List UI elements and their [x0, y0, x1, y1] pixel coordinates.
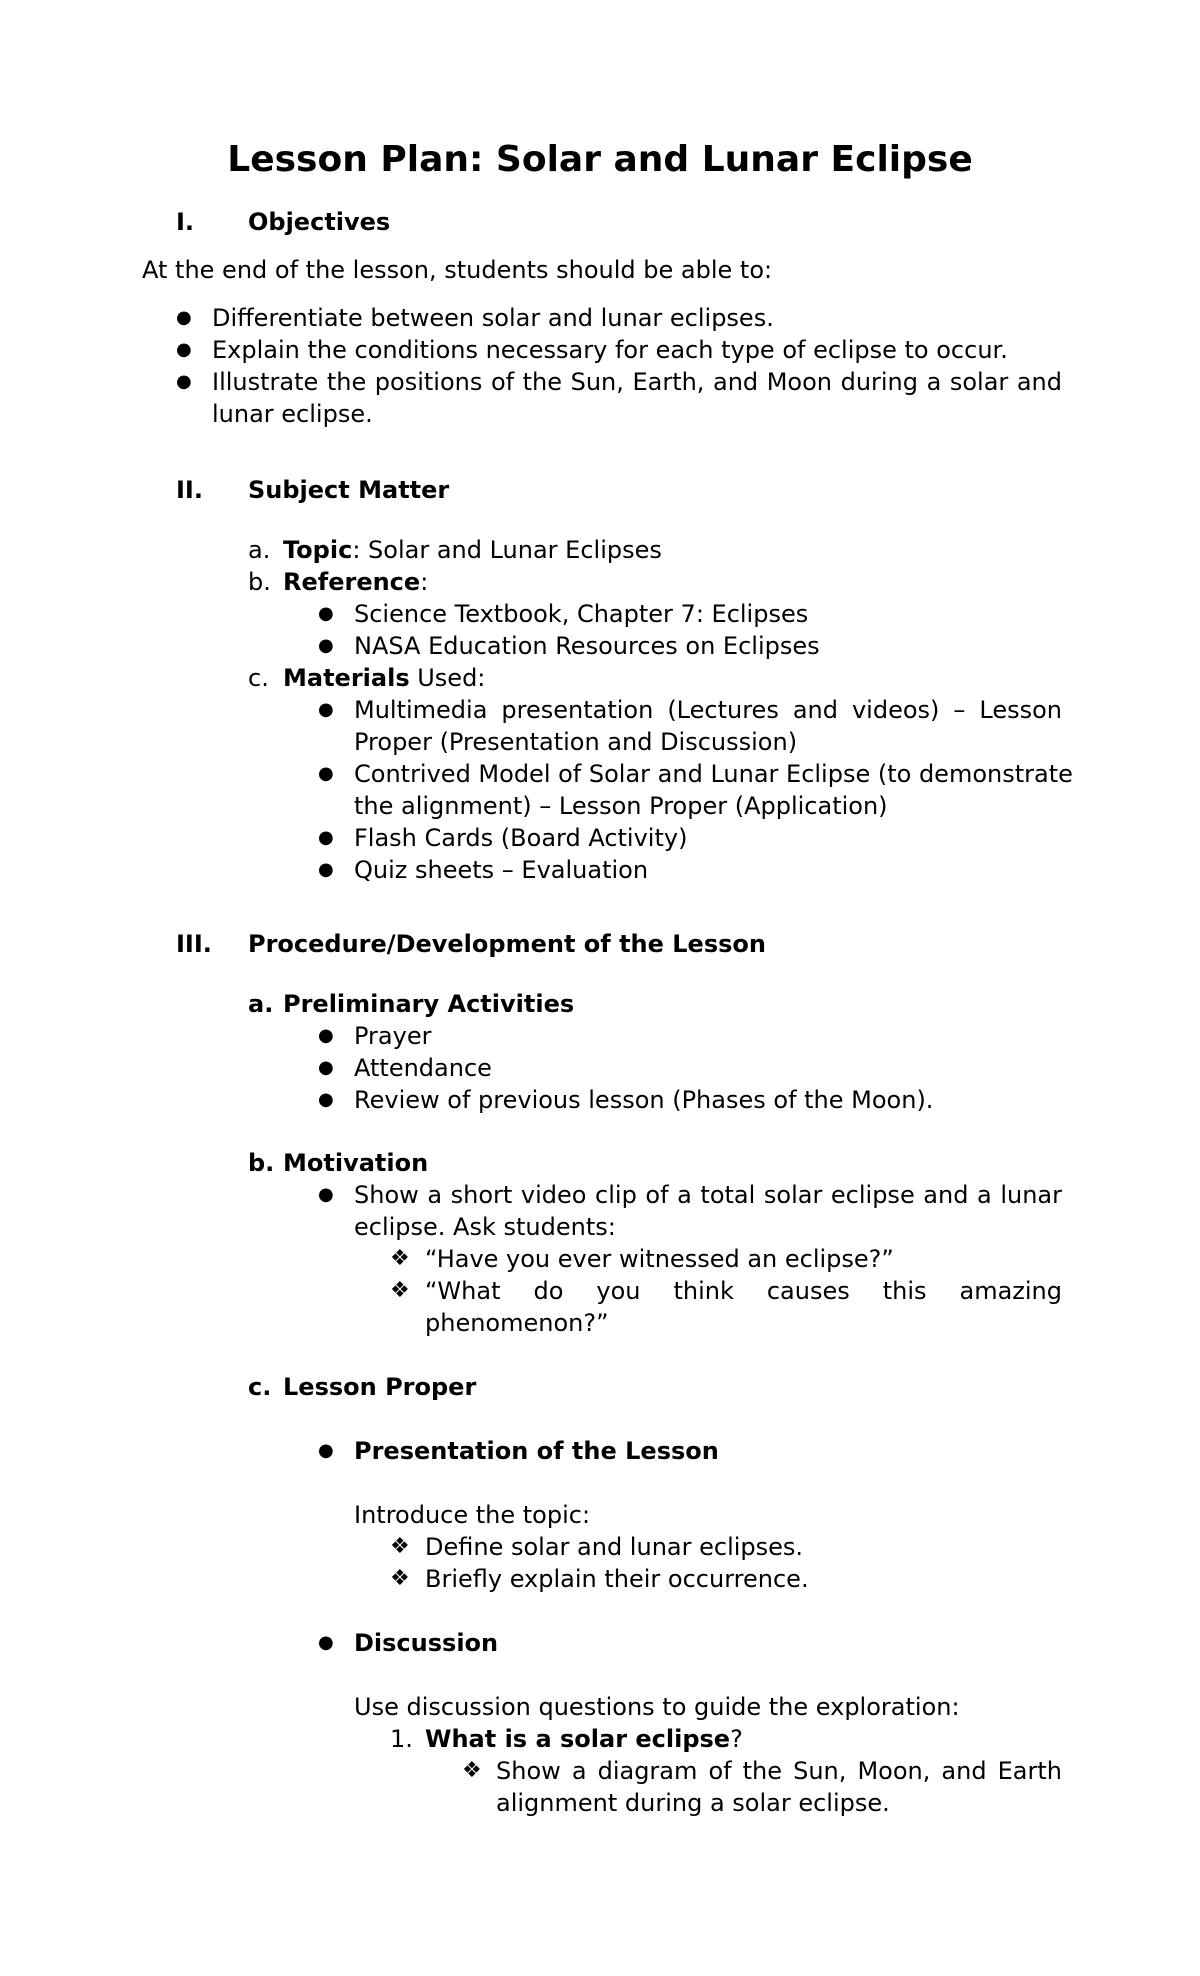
page-title: Lesson Plan: Solar and Lunar Eclipse [227, 139, 973, 180]
diamond-bullet-icon: ❖ [390, 1246, 410, 1271]
list-item-continuation: eclipse. Ask students: [354, 1213, 616, 1241]
list-item-continuation: the alignment) – Lesson Proper (Application) [354, 792, 888, 820]
materials-line [283, 662, 485, 694]
list-item: Science Textbook, Chapter 7: Eclipses [354, 600, 809, 628]
diamond-bullet-icon: ❖ [462, 1758, 482, 1783]
subheading-preliminary: Preliminary Activities [283, 990, 575, 1018]
list-item: Review of previous lesson (Phases of the Moon). [354, 1086, 934, 1114]
list-item: Attendance [354, 1054, 492, 1082]
list-item-continuation: Proper (Presentation and Discussion) [354, 728, 798, 756]
section-heading-objectives: Objectives [248, 208, 391, 236]
question-label: What is a solar eclipse [425, 1725, 731, 1753]
list-letter: c. [248, 664, 269, 692]
bullet-icon: ● [176, 339, 192, 360]
list-letter: c. [248, 1373, 272, 1401]
list-item-continuation: alignment during a solar eclipse. [496, 1789, 890, 1817]
question-item: “What do you think causes this amazing [425, 1277, 1062, 1305]
diamond-bullet-icon: ❖ [390, 1566, 410, 1591]
topic-line [283, 534, 662, 566]
subheading-motivation: Motivation [283, 1149, 429, 1177]
reference-label: Reference [283, 568, 421, 596]
subheading-lesson-proper: Lesson Proper [283, 1373, 477, 1401]
list-item: Define solar and lunar eclipses. [425, 1533, 804, 1561]
reference-suffix: : [420, 568, 429, 596]
discussion-question [425, 1723, 743, 1755]
bullet-icon: ● [318, 1057, 334, 1078]
list-item: Quiz sheets – Evaluation [354, 856, 649, 884]
list-item-continuation: lunar eclipse. [212, 400, 373, 428]
bullet-icon: ● [318, 859, 334, 880]
list-item: Contrived Model of Solar and Lunar Eclipse (to demonstrate [354, 760, 1073, 788]
discussion-intro: Use discussion questions to guide the exploration: [354, 1693, 960, 1721]
question-suffix: ? [730, 1725, 743, 1753]
list-item: Briefly explain their occurrence. [425, 1565, 809, 1593]
bullet-icon: ● [318, 763, 334, 784]
reference-line [283, 566, 428, 598]
question-item-continuation: phenomenon?” [425, 1309, 609, 1337]
list-letter: b. [248, 568, 271, 596]
list-number: 1. [390, 1725, 413, 1753]
section-numeral: III. [176, 930, 212, 958]
section-numeral: I. [176, 208, 195, 236]
topic-text: : Solar and Lunar Eclipses [352, 536, 662, 564]
bullet-icon: ● [176, 307, 192, 328]
bullet-icon: ● [318, 1632, 334, 1653]
bullet-icon: ● [318, 1025, 334, 1046]
subheading-presentation: Presentation of the Lesson [354, 1437, 719, 1465]
section-numeral: II. [176, 476, 203, 504]
section-heading-procedure: Procedure/Development of the Lesson [248, 930, 766, 958]
objectives-intro: At the end of the lesson, students should be able to: [142, 256, 773, 284]
list-letter: a. [248, 536, 271, 564]
list-item: Differentiate between solar and lunar eclipses. [212, 304, 774, 332]
question-item: “Have you ever witnessed an eclipse?” [425, 1245, 894, 1273]
list-item: Show a diagram of the Sun, Moon, and Earth [496, 1757, 1062, 1785]
bullet-icon: ● [318, 1184, 334, 1205]
list-letter: b. [248, 1149, 275, 1177]
list-item: Illustrate the positions of the Sun, Earth, and Moon during a solar and [212, 368, 1062, 396]
diamond-bullet-icon: ❖ [390, 1278, 410, 1303]
section-heading-subject-matter: Subject Matter [248, 476, 450, 504]
materials-suffix: Used: [409, 664, 486, 692]
presentation-intro: Introduce the topic: [354, 1501, 591, 1529]
list-item: Prayer [354, 1022, 432, 1050]
bullet-icon: ● [318, 603, 334, 624]
bullet-icon: ● [318, 635, 334, 656]
bullet-icon: ● [318, 1089, 334, 1110]
bullet-icon: ● [318, 699, 334, 720]
list-item: Explain the conditions necessary for each type of eclipse to occur. [212, 336, 1008, 364]
list-item: Multimedia presentation (Lectures and videos) – Lesson [354, 696, 1062, 724]
list-item: Flash Cards (Board Activity) [354, 824, 688, 852]
materials-label: Materials [283, 664, 410, 692]
diamond-bullet-icon: ❖ [390, 1534, 410, 1559]
subheading-discussion: Discussion [354, 1629, 499, 1657]
topic-label: Topic [283, 536, 353, 564]
list-item: NASA Education Resources on Eclipses [354, 632, 820, 660]
bullet-icon: ● [176, 371, 192, 392]
bullet-icon: ● [318, 1440, 334, 1461]
list-item: Show a short video clip of a total solar eclipse and a lunar [354, 1181, 1062, 1209]
bullet-icon: ● [318, 827, 334, 848]
list-letter: a. [248, 990, 274, 1018]
